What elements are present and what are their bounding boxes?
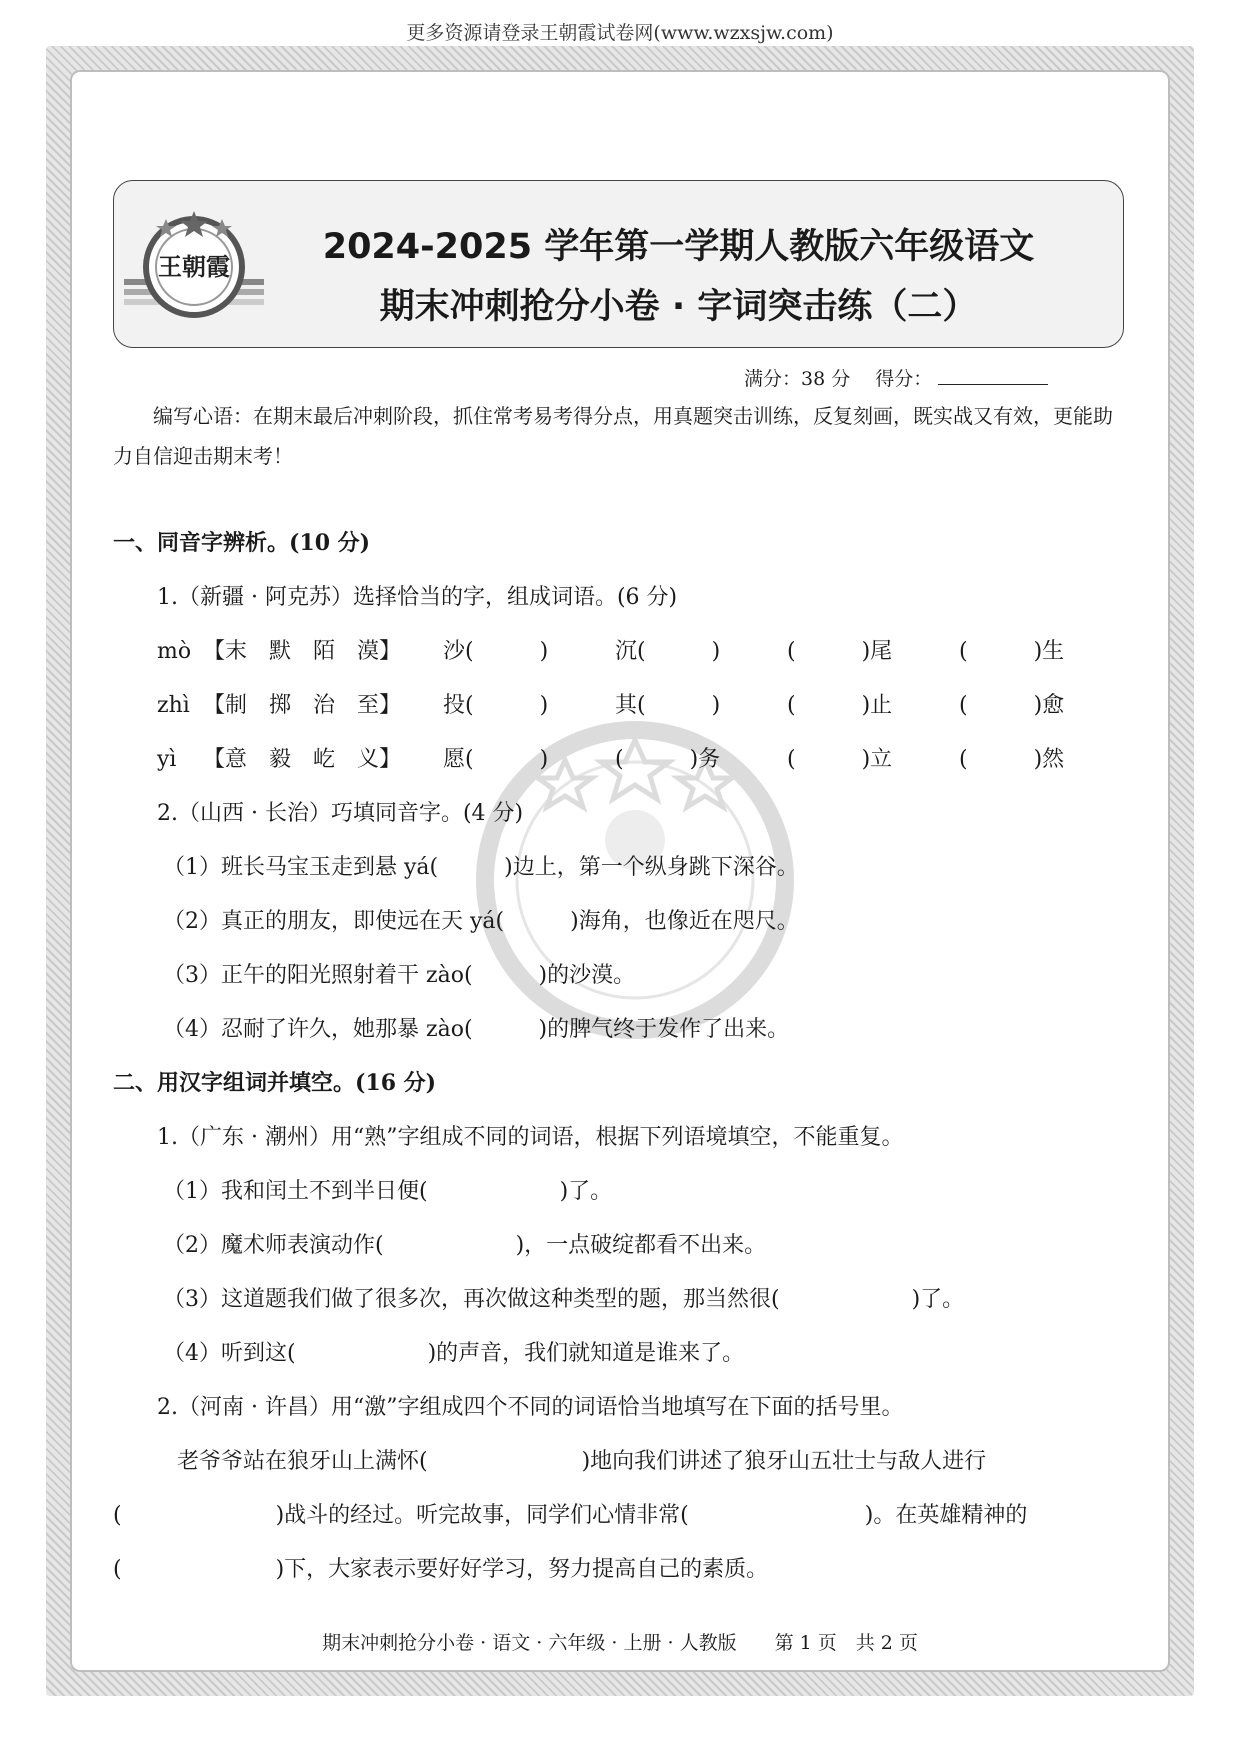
s2-q2-stem: 2.（河南 · 许昌）用“激”字组成四个不同的词语恰当地填写在下面的括号里。 xyxy=(157,1395,904,1420)
top-note: 更多资源请登录王朝霞试卷网(www.wzxsjw.com) xyxy=(406,22,834,44)
fill-cell[interactable]: ( )愈 xyxy=(959,693,1065,718)
fill-cell[interactable]: 投( ) xyxy=(443,693,549,718)
fill-cell[interactable]: ( )止 xyxy=(787,693,893,718)
s2-q1-item: （1）我和闰土不到半日便( )了。 xyxy=(163,1179,613,1204)
s1-q2-item: （2）真正的朋友，即使远在天 yá( )海角，也像近在咫尺。 xyxy=(163,909,799,934)
fill-cell[interactable]: ( )尾 xyxy=(787,639,893,664)
fill-cell[interactable]: 愿( ) xyxy=(443,747,549,772)
pinyin: yì xyxy=(157,747,177,772)
pinyin: zhì xyxy=(157,693,190,718)
fill-cell[interactable]: 沙( ) xyxy=(443,639,549,664)
s1-q2-item: （4）忍耐了许久，她那暴 zào( )的脾气终于发作了出来。 xyxy=(163,1017,790,1042)
dict-row-mo xyxy=(157,634,1131,665)
score-blank[interactable] xyxy=(938,367,1048,385)
section1-title: 一、同音字辨析。(10 分) xyxy=(113,530,371,556)
fill-cell[interactable]: 其( ) xyxy=(615,693,721,718)
svg-text:王朝霞: 王朝霞 xyxy=(158,252,230,281)
s2-q1-item: （3）这道题我们做了很多次，再次做这种类型的题，那当然很( )了。 xyxy=(163,1287,965,1312)
section2-title: 二、用汉字组词并填空。(16 分) xyxy=(113,1070,437,1096)
fill-cell[interactable]: ( )务 xyxy=(615,747,721,772)
s2-q1-item: （2）魔术师表演动作( )，一点破绽都看不出来。 xyxy=(163,1233,767,1258)
page-footer: 期末冲刺抢分小卷 · 语文 · 六年级 · 上册 · 人教版 第 1 页 共 2 页 xyxy=(322,1632,918,1654)
score-label: 满分：38 分 得分： xyxy=(744,368,933,390)
s2-q2-line3: ( )下，大家表示要好好学习，努力提高自己的素质。 xyxy=(113,1557,769,1582)
s2-q1-stem: 1.（广东 · 潮州）用“熟”字组成不同的词语，根据下列语境填空，不能重复。 xyxy=(157,1125,904,1150)
s2-q2-line2: ( )战斗的经过。听完故事，同学们心情非常( )。在英雄精神的 xyxy=(113,1503,1028,1528)
page-title-line1: 2024-2025 学年第一学期人教版六年级语文 xyxy=(322,227,1035,267)
fill-cell[interactable]: ( )立 xyxy=(787,747,893,772)
dict-row-yi xyxy=(157,742,1131,773)
pinyin: mò xyxy=(157,639,192,664)
char-options: 【意 毅 屹 义】 xyxy=(203,747,402,772)
intro-text: 编写心语：在期末最后冲刺阶段，抓住常考易考得分点，用真题突击训练，反复刻画，既实战又有效，更能助力自信迎击期末考！ xyxy=(113,404,1113,468)
s1-q2-item: （3）正午的阳光照射着干 zào( )的沙漠。 xyxy=(163,963,636,988)
fill-cell[interactable]: 沉( ) xyxy=(615,639,721,664)
s2-q1-item: （4）听到这( )的声音，我们就知道是谁来了。 xyxy=(163,1341,745,1366)
fill-cell[interactable]: ( )然 xyxy=(959,747,1065,772)
page-title-line2: 期末冲刺抢分小卷 · 字词突击练（二） xyxy=(379,287,978,327)
s1-q2-item: （1）班长马宝玉走到悬 yá( )边上，第一个纵身跳下深谷。 xyxy=(163,855,799,880)
s1-q2-stem: 2.（山西 · 长治）巧填同音字。(4 分) xyxy=(157,801,524,826)
char-options: 【制 掷 治 至】 xyxy=(203,693,402,718)
char-options: 【末 默 陌 漠】 xyxy=(203,639,402,664)
fill-cell[interactable]: ( )生 xyxy=(959,639,1065,664)
title-banner xyxy=(113,180,1124,348)
s2-q2-line1: 老爷爷站在狼牙山上满怀( )地向我们讲述了狼牙山五壮士与敌人进行 xyxy=(177,1449,987,1474)
s1-q1-stem: 1.（新疆 · 阿克苏）选择恰当的字，组成词语。(6 分) xyxy=(157,585,678,610)
score-line xyxy=(744,364,1048,391)
dict-row-zhi xyxy=(157,688,1131,719)
